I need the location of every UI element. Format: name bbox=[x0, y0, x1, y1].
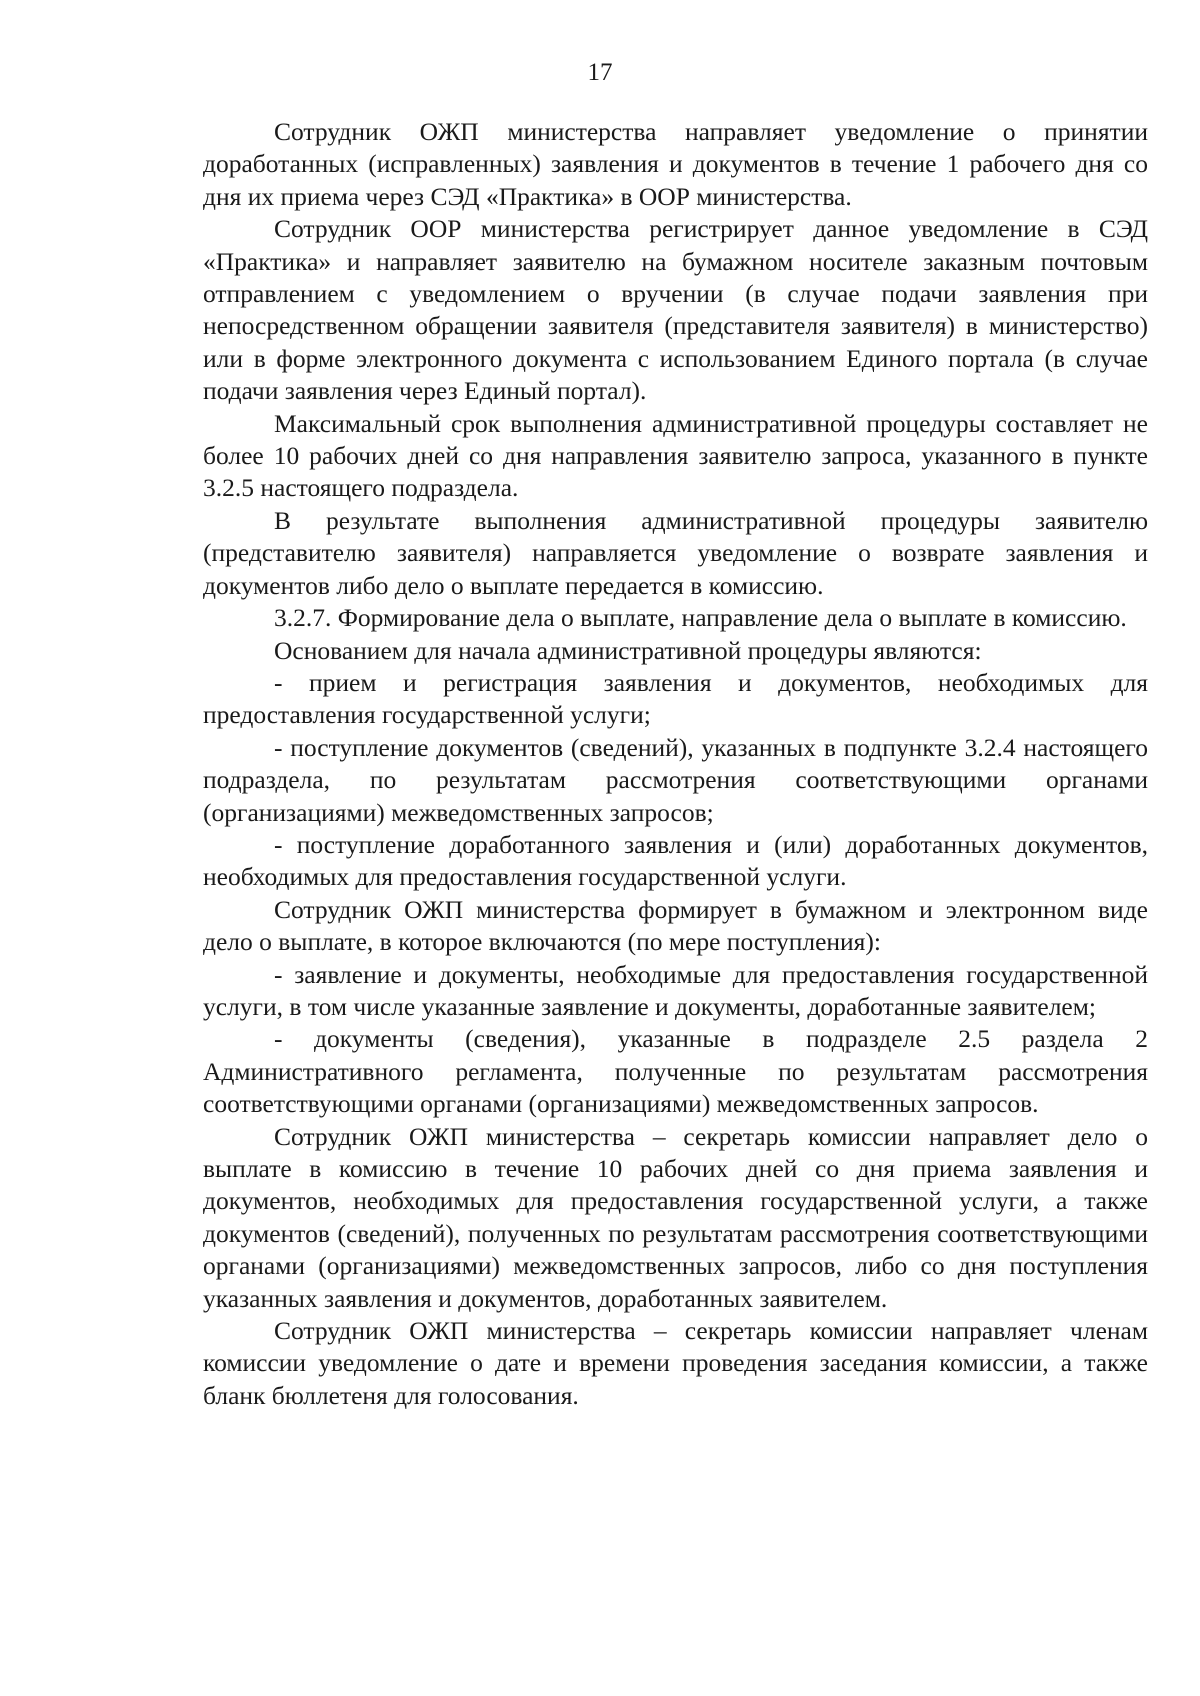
paragraph: Сотрудник ОЖП министерства – секретарь комиссии направляет дело о выплате в комиссию в течение 10 рабочих дней со дня приема заявления и документов, необходимых для предоставления государственной услуги, а также документов (сведений), полученных по результатам рассмотрения соответствующими органами (организациями) межведомственных запросов, либо со дня поступления указанных заявления и документов, доработанных заявителем. bbox=[203, 1121, 1148, 1313]
paragraph: Сотрудник ОЖП министерства – секретарь комиссии направляет членам комиссии уведомление о дате и времени проведения заседания комиссии, а также бланк бюллетеня для голосования. bbox=[203, 1316, 1148, 1410]
list-item: - прием и регистрация заявления и документов, необходимых для предоставления государственной услуги; bbox=[203, 667, 1148, 730]
paragraph: Максимальный срок выполнения административной процедуры составляет не более 10 рабочих дней со дня направления заявителю запроса, указанного в пункте 3.2.5 настоящего подраздела. bbox=[203, 408, 1148, 503]
document-body bbox=[203, 116, 1148, 1412]
paragraph: Основанием для начала административной процедуры являются: bbox=[274, 635, 982, 665]
paragraph: В результате выполнения административной процедуры заявителю (представителю заявителя) направляется уведомление о возврате заявления и документов либо дело о выплате передается в комиссию. bbox=[203, 505, 1148, 600]
section-heading-paragraph: 3.2.7. Формирование дела о выплате, направление дела о выплате в комиссию. bbox=[274, 603, 1127, 633]
page-number: 17 bbox=[587, 59, 613, 86]
paragraph: Сотрудник ОЖП министерства формирует в бумажном и электронном виде дело о выплате, в которое включаются (по мере поступления): bbox=[203, 894, 1148, 957]
list-item: - поступление доработанного заявления и (или) доработанных документов, необходимых для предоставления государственной услуги. bbox=[203, 829, 1148, 892]
list-item: - документы (сведения), указанные в подразделе 2.5 раздела 2 Административного регламента, полученные по результатам рассмотрения соответствующими органами (организациями) межведомственных запросов. bbox=[203, 1024, 1148, 1119]
list-item: - поступление документов (сведений), указанных в подпункте 3.2.4 настоящего подраздела, по результатам рассмотрения соответствующими органами (организациями) межведомственных запросов; bbox=[203, 732, 1148, 827]
paragraph: Сотрудник ОЖП министерства направляет уведомление о принятии доработанных (исправленных) заявления и документов в течение 1 рабочего дня со дня их приема через СЭД «Практика» в ООР министерства. bbox=[203, 117, 1148, 211]
paragraph: Сотрудник ООР министерства регистрирует данное уведомление в СЭД «Практика» и направляет заявителю на бумажном носителе заказным почтовым отправлением с уведомлением о вручении (в случае подачи заявления при непосредственном обращении заявителя (представителя заявителя) в министерство) или в форме электронного документа с использованием Единого портала (в случае подачи заявления через Единый портал). bbox=[203, 214, 1148, 406]
list-item: - заявление и документы, необходимые для предоставления государственной услуги, в том числе указанные заявление и документы, доработанные заявителем; bbox=[203, 959, 1148, 1021]
